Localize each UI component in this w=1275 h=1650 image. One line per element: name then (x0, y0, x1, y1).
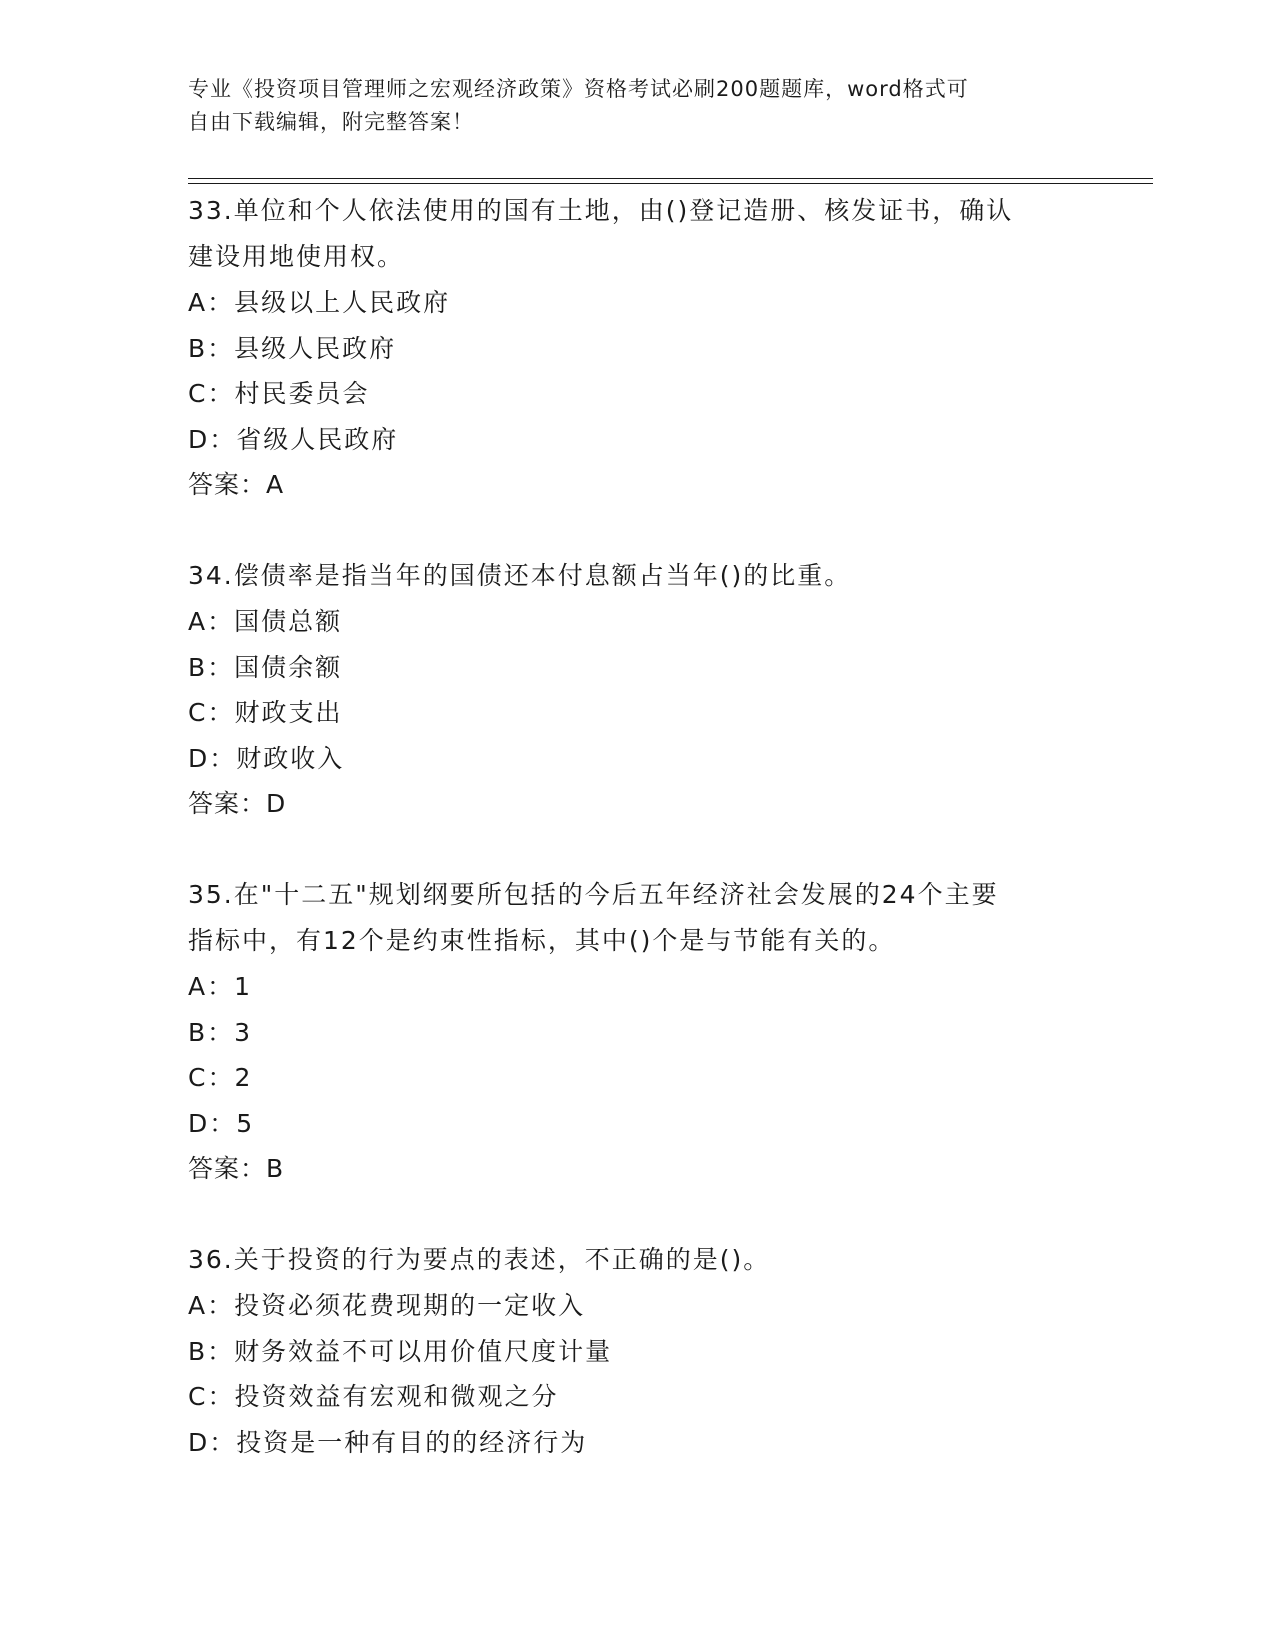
option-c: C：投资效益有宏观和微观之分 (188, 1382, 559, 1411)
header-line-1: 专业《投资项目管理师之宏观经济政策》资格考试必刷200题题库，word格式可 (188, 77, 969, 101)
question-35 (188, 872, 1088, 1191)
option-d: D：5 (188, 1108, 255, 1138)
option-a: A：国债总额 (188, 607, 343, 636)
option-b: B：财务效益不可以用价值尺度计量 (188, 1336, 613, 1366)
header-divider-bottom (188, 183, 1153, 184)
question-34 (188, 553, 1088, 826)
document-header (188, 73, 1068, 139)
answer: 答案：D (188, 789, 287, 818)
answer: 答案：B (188, 1154, 285, 1183)
question-text-line: 35.在"十二五"规划纲要所包括的今后五年经济社会发展的24个主要 (188, 880, 999, 909)
option-a: A：县级以上人民政府 (188, 288, 451, 317)
question-33 (188, 188, 1088, 507)
option-d: D：投资是一种有目的的经济行为 (188, 1427, 588, 1457)
option-b: B：国债余额 (188, 652, 343, 682)
question-text-line: 33.单位和个人依法使用的国有土地，由()登记造册、核发证书，确认 (188, 196, 1014, 225)
option-a: A：1 (188, 972, 253, 1001)
header-divider-top (188, 178, 1153, 179)
option-c: C：2 (188, 1063, 253, 1092)
option-b: B：3 (188, 1017, 253, 1047)
option-a: A：投资必须花费现期的一定收入 (188, 1291, 586, 1320)
question-text-line: 34.偿债率是指当年的国债还本付息额占当年()的比重。 (188, 561, 852, 590)
option-b: B：县级人民政府 (188, 333, 397, 363)
option-c: C：村民委员会 (188, 379, 370, 408)
option-d: D：省级人民政府 (188, 424, 399, 454)
question-text-line: 指标中，有12个是约束性指标，其中()个是与节能有关的。 (188, 926, 896, 955)
question-36 (188, 1237, 1088, 1465)
answer: 答案：A (188, 470, 285, 499)
header-line-2: 自由下载编辑，附完整答案！ (188, 110, 474, 134)
question-text-line: 建设用地使用权。 (188, 242, 405, 271)
question-text-line: 36.关于投资的行为要点的表述，不正确的是()。 (188, 1245, 771, 1274)
option-c: C：财政支出 (188, 698, 343, 727)
option-d: D：财政收入 (188, 743, 345, 773)
